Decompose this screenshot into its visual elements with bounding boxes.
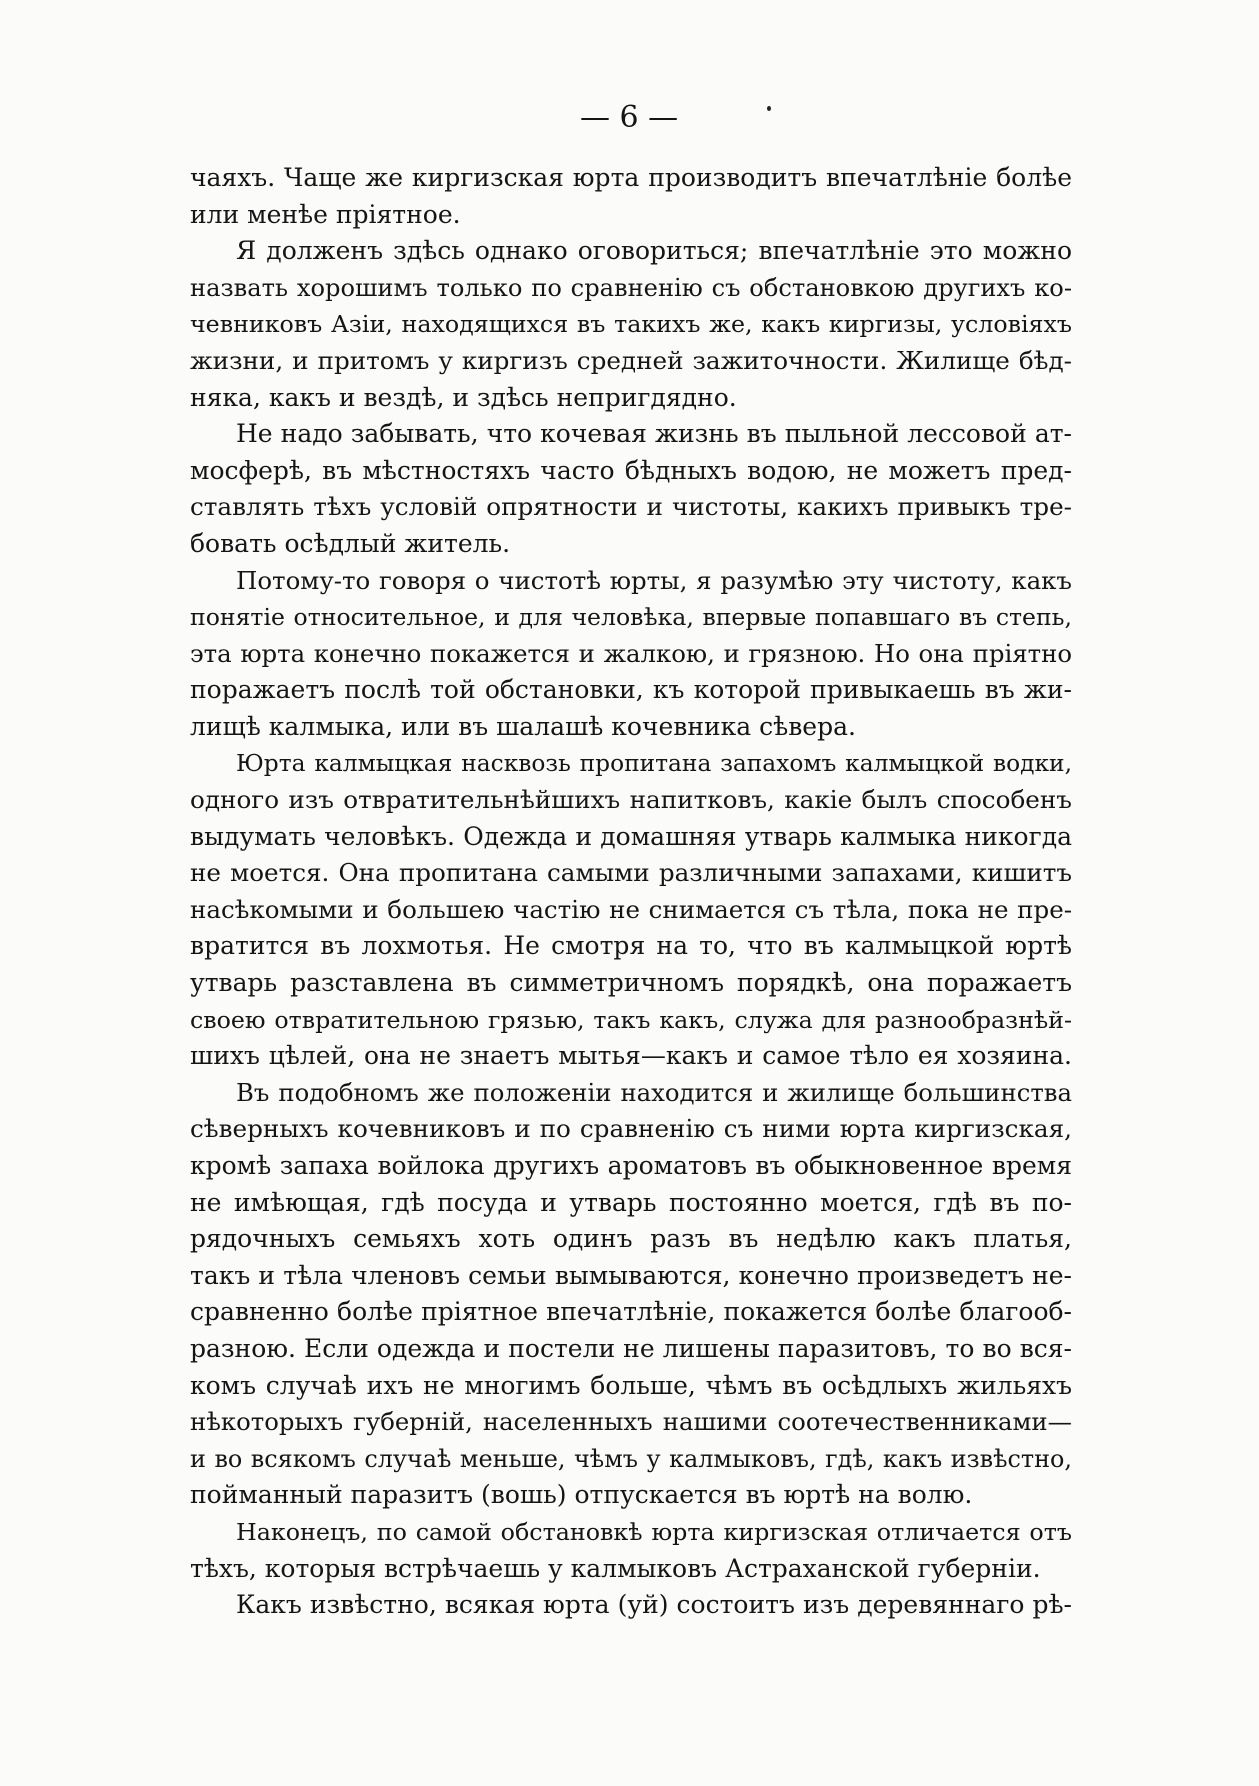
text-line: сѣверныхъ кочевниковъ и по сравненію съ ними юрта киргизская,: [190, 1114, 1072, 1144]
text-line: бовать осѣдлый житель.: [190, 528, 511, 558]
text-line: ставлять тѣхъ условій опрятности и чистоты, какихъ привыкъ тре-: [190, 492, 1072, 522]
text-line: рядочныхъ семьяхъ хоть одинъ разъ въ недѣлю какъ платья,: [190, 1224, 1072, 1254]
text-line: мосферѣ, въ мѣстностяхъ часто бѣдныхъ водою, не можетъ пред-: [190, 455, 1072, 485]
text-line: комъ случаѣ ихъ не многимъ больше, чѣмъ въ осѣдлыхъ жильяхъ: [190, 1370, 1072, 1400]
text-line: чевниковъ Азіи, находящихся въ такихъ же, какъ киргизы, условіяхъ: [190, 310, 1072, 339]
text-line: понятіе относительное, и для человѣка, впервые попавшаго въ степь,: [190, 603, 1072, 632]
text-line: не моется. Она пропитана самыми различными запахами, кишитъ: [190, 858, 1072, 888]
text-line: назвать хорошимъ только по сравненію съ обстановкою другихъ ко-: [190, 273, 1072, 302]
text-line: насѣкомыми и большею частію не снимается съ тѣла, пока не пре-: [190, 894, 1072, 924]
text-line: выдумать человѣкъ. Одежда и домашняя утварь калмыка никогда: [190, 821, 1072, 851]
text-line: Потому-то говоря о чистотѣ юрты, я разумѣю эту чистоту, какъ: [236, 565, 1072, 595]
text-line: лищѣ калмыка, или въ шалашѣ кочевника сѣвера.: [190, 711, 856, 741]
text-line: разною. Если одежда и постели не лишены паразитовъ, то во вся-: [190, 1334, 1072, 1363]
text-line: шихъ цѣлей, она не знаетъ мытья—какъ и самое тѣло ея хозяина.: [190, 1041, 1072, 1071]
text-line: не имѣющая, гдѣ посуда и утварь постоянно моется, гдѣ въ по-: [190, 1187, 1072, 1217]
text-line: Не надо забывать, что кочевая жизнь въ пыльной лессовой ат-: [236, 419, 1072, 449]
text-line: Юрта калмыцкая насквозь пропитана запахомъ калмыцкой водки,: [236, 749, 1072, 777]
text-line: и во всякомъ случаѣ меньше, чѣмъ у калмыковъ, гдѣ, какъ извѣстно,: [190, 1444, 1072, 1473]
text-line: утварь разставлена въ симметричномъ порядкѣ, она поражаетъ: [190, 968, 1072, 998]
ink-speck: [767, 106, 771, 111]
text-line: такъ и тѣла членовъ семьи вымываются, конечно произведетъ не-: [190, 1260, 1072, 1290]
page-number: — 6 —: [580, 100, 679, 135]
text-line: или менѣе пріятное.: [190, 199, 461, 229]
text-line: пойманный паразитъ (вошь) отпускается въ юртѣ на волю.: [190, 1480, 973, 1510]
body-text: [190, 160, 1072, 1624]
text-line: вратится въ лохмотья. Не смотря на то, что въ калмыцкой юртѣ: [190, 931, 1072, 961]
text-line: Въ подобномъ же положеніи находится и жилище большинства: [236, 1077, 1072, 1107]
text-line: жизни, и притомъ у киргизъ средней зажиточности. Жилище бѣд-: [190, 345, 1072, 375]
text-line: сравненно болѣе пріятное впечатлѣніе, покажется болѣе благооб-: [190, 1297, 1072, 1327]
text-line: своею отвратительною грязью, такъ какъ, служа для разнообразнѣй-: [190, 1005, 1072, 1034]
text-line: тѣхъ, которыя встрѣчаешь у калмыковъ Астраханской губерніи.: [190, 1553, 1041, 1583]
text-line: Какъ извѣстно, всякая юрта (уй) состоитъ изъ деревяннаго рѣ-: [236, 1590, 1072, 1620]
text-line: поражаетъ послѣ той обстановки, къ которой привыкаешь въ жи-: [190, 675, 1072, 705]
text-line: няка, какъ и вездѣ, и здѣсь непригдядно.: [190, 382, 737, 412]
text-line: кромѣ запаха войлока другихъ ароматовъ въ обыкновенное время: [190, 1151, 1072, 1181]
text-line: эта юрта конечно покажется и жалкою, и грязною. Но она пріятно: [190, 638, 1072, 668]
text-line: чаяхъ. Чаще же киргизская юрта производитъ впечатлѣніе болѣе: [190, 163, 1072, 192]
text-line: нѣкоторыхъ губерній, населенныхъ нашими соотечественниками—: [190, 1407, 1072, 1437]
text-line: одного изъ отвратительнѣйшихъ напитковъ, какіе былъ способенъ: [190, 785, 1072, 815]
text-line: Я долженъ здѣсь однако оговориться; впечатлѣніе это можно: [236, 236, 1072, 266]
text-line: Наконецъ, по самой обстановкѣ юрта киргизская отличается отъ: [236, 1517, 1072, 1546]
